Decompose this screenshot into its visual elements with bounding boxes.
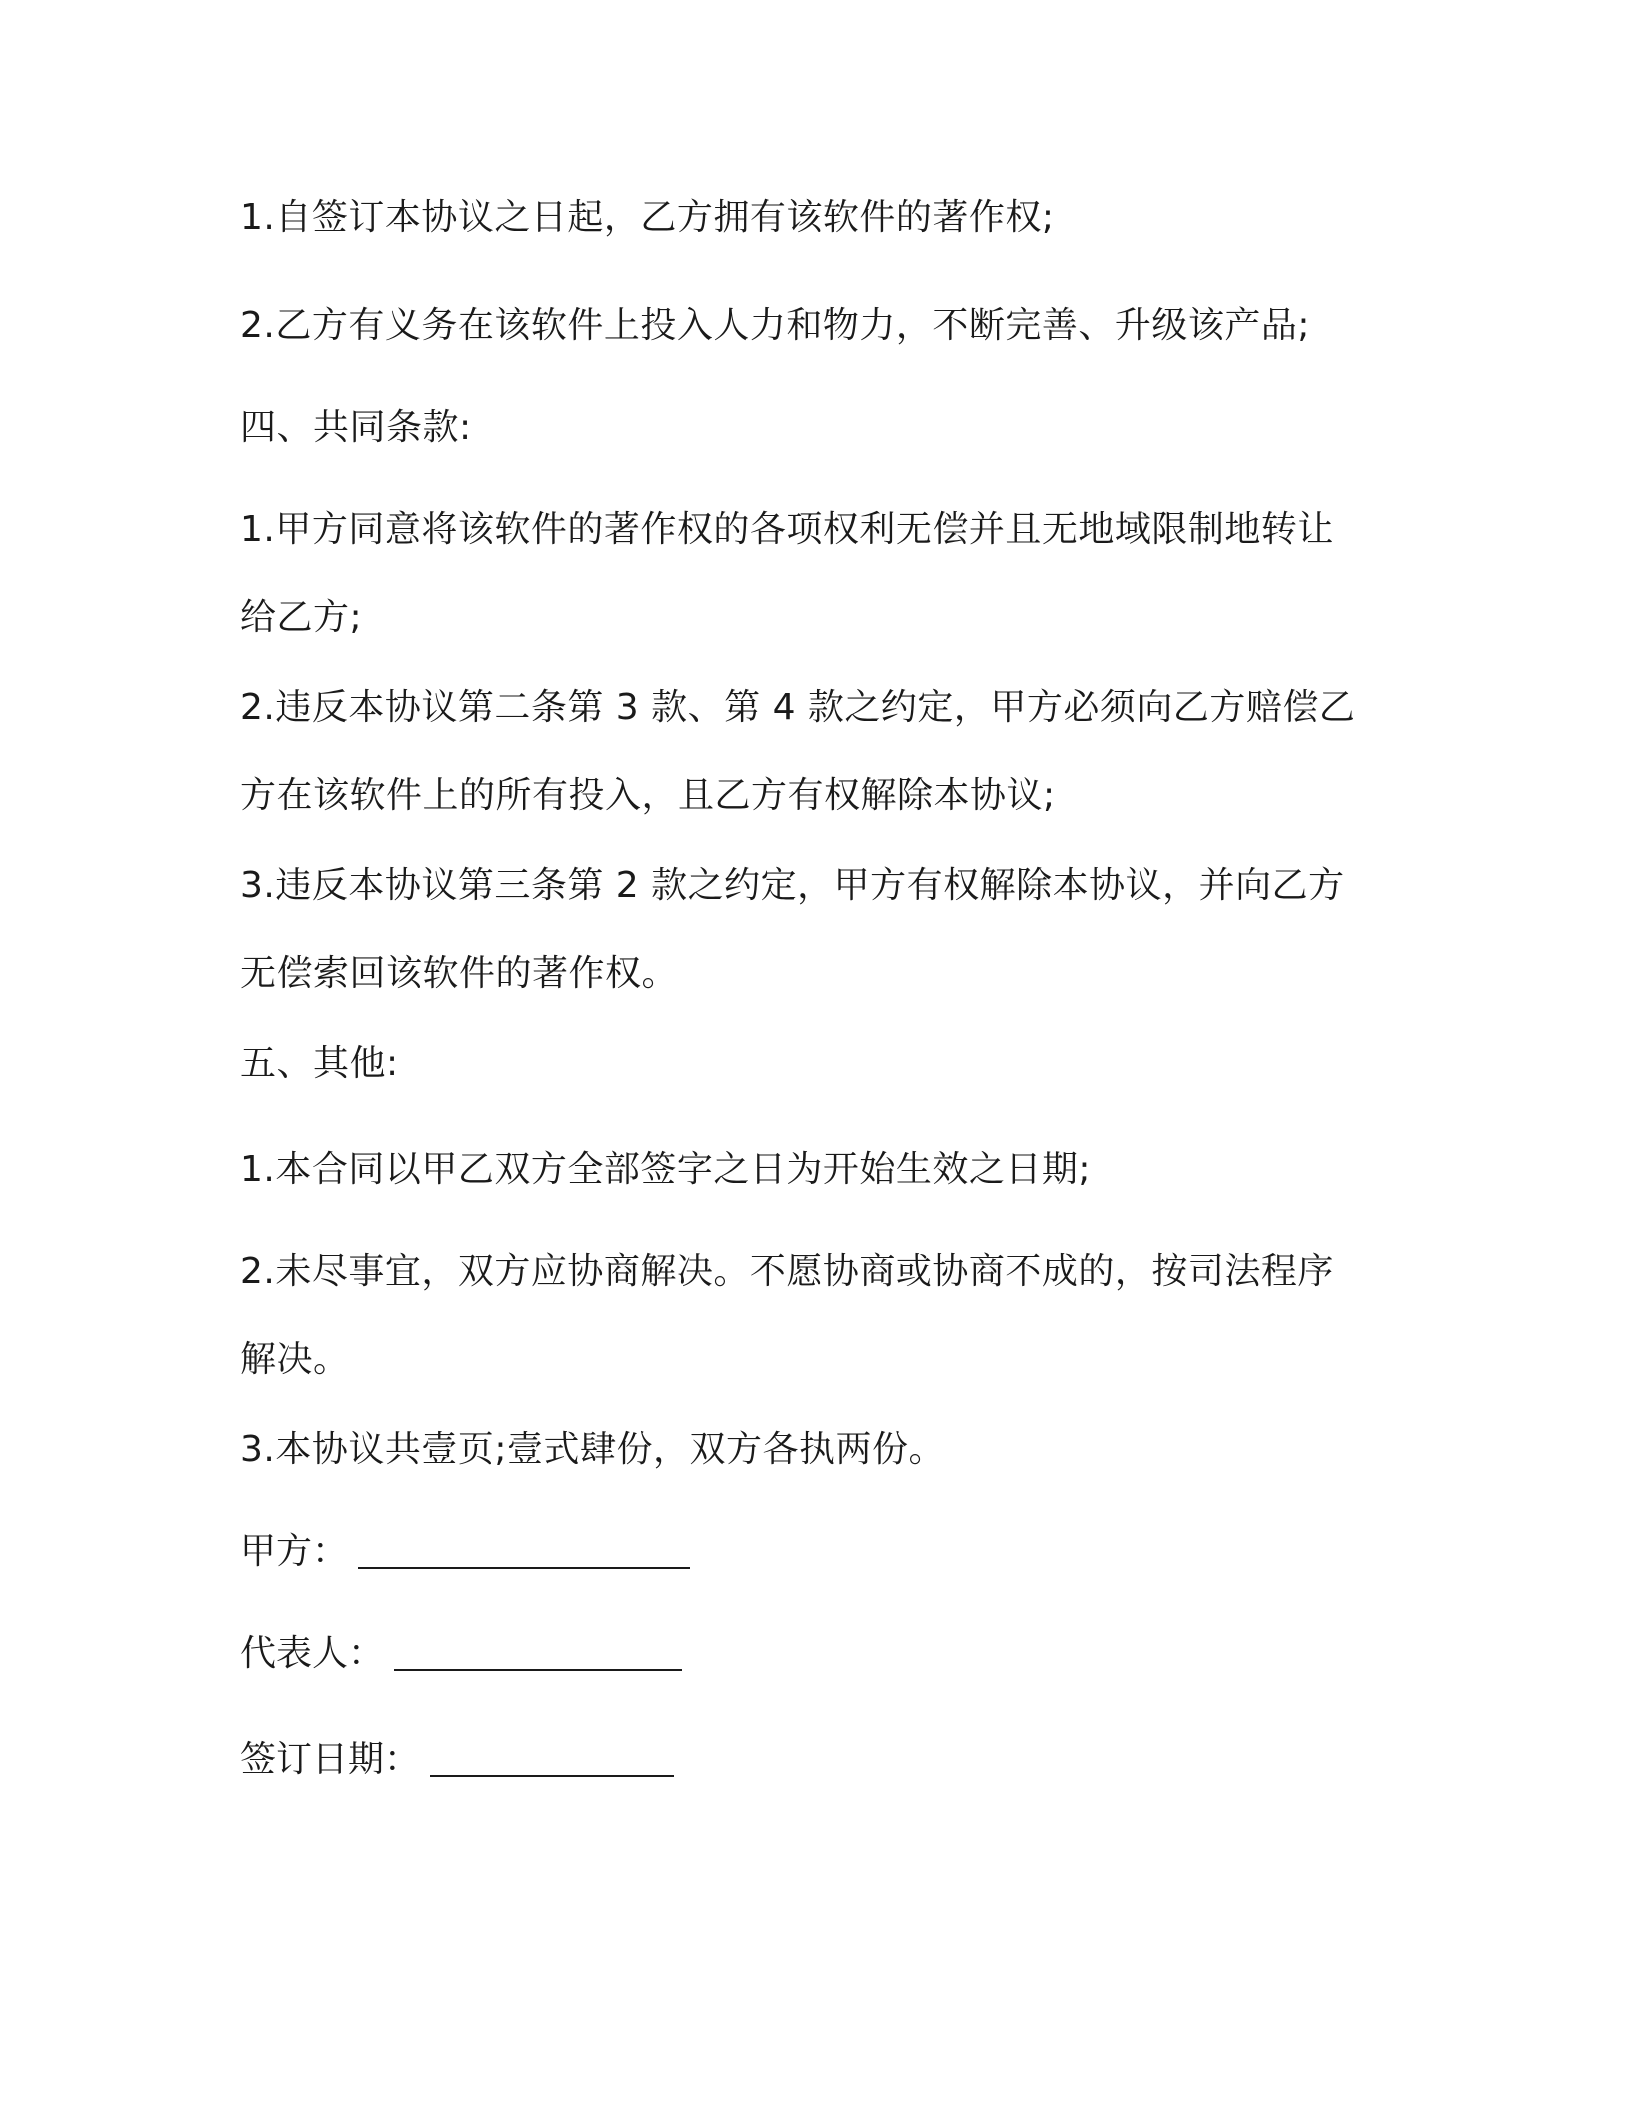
clause-three-item-1 — [240, 174, 1360, 262]
section-four-item-3 — [240, 842, 1360, 1018]
clause-line: 1.本合同以甲乙双方全部签字之日为开始生效之日期; — [240, 1149, 1091, 1190]
sign-date-row — [240, 1716, 674, 1804]
representative-signature-row — [240, 1610, 682, 1698]
clause-text: 1.自签订本协议之日起，乙方拥有该软件的著作权; — [240, 197, 1055, 238]
party-a-signature-row — [240, 1508, 690, 1596]
sign-date-label: 签订日期： — [240, 1739, 421, 1780]
clause-line: 3.违反本协议第三条第 2 款之约定，甲方有权解除本协议，并向乙方 — [240, 865, 1345, 906]
section-heading: 四、共同条款: — [240, 407, 472, 448]
representative-signature-line[interactable] — [394, 1639, 682, 1671]
section-four-item-1 — [240, 486, 1360, 662]
section-five-item-3 — [240, 1406, 1360, 1494]
clause-line: 2.未尽事宜，双方应协商解决。不愿协商或协商不成的，按司法程序 — [240, 1251, 1334, 1292]
clause-line: 3.本协议共壹页;壹式肆份，双方各执两份。 — [240, 1429, 945, 1470]
section-five-item-2 — [240, 1228, 1360, 1404]
section-heading: 五、其他: — [240, 1043, 399, 1084]
section-five-item-1 — [240, 1126, 1360, 1214]
sign-date-line[interactable] — [430, 1745, 674, 1777]
section-five-heading — [240, 1020, 1360, 1108]
clause-text: 2.乙方有义务在该软件上投入人力和物力，不断完善、升级该产品; — [240, 305, 1310, 346]
clause-line: 2.违反本协议第二条第 3 款、第 4 款之约定，甲方必须向乙方赔偿乙 — [240, 687, 1356, 728]
section-four-heading — [240, 384, 1360, 472]
clause-line: 方在该软件上的所有投入，且乙方有权解除本协议; — [240, 775, 1056, 816]
party-a-signature-line[interactable] — [358, 1537, 690, 1569]
party-a-label: 甲方： — [240, 1531, 349, 1572]
clause-line: 1.甲方同意将该软件的著作权的各项权利无偿并且无地域限制地转让 — [240, 509, 1334, 550]
clause-line: 解决。 — [240, 1339, 350, 1380]
representative-label: 代表人： — [240, 1633, 385, 1674]
clause-three-item-2 — [240, 282, 1360, 370]
clause-line: 无偿索回该软件的著作权。 — [240, 953, 679, 994]
section-four-item-2 — [240, 664, 1360, 840]
clause-line: 给乙方; — [240, 597, 363, 638]
